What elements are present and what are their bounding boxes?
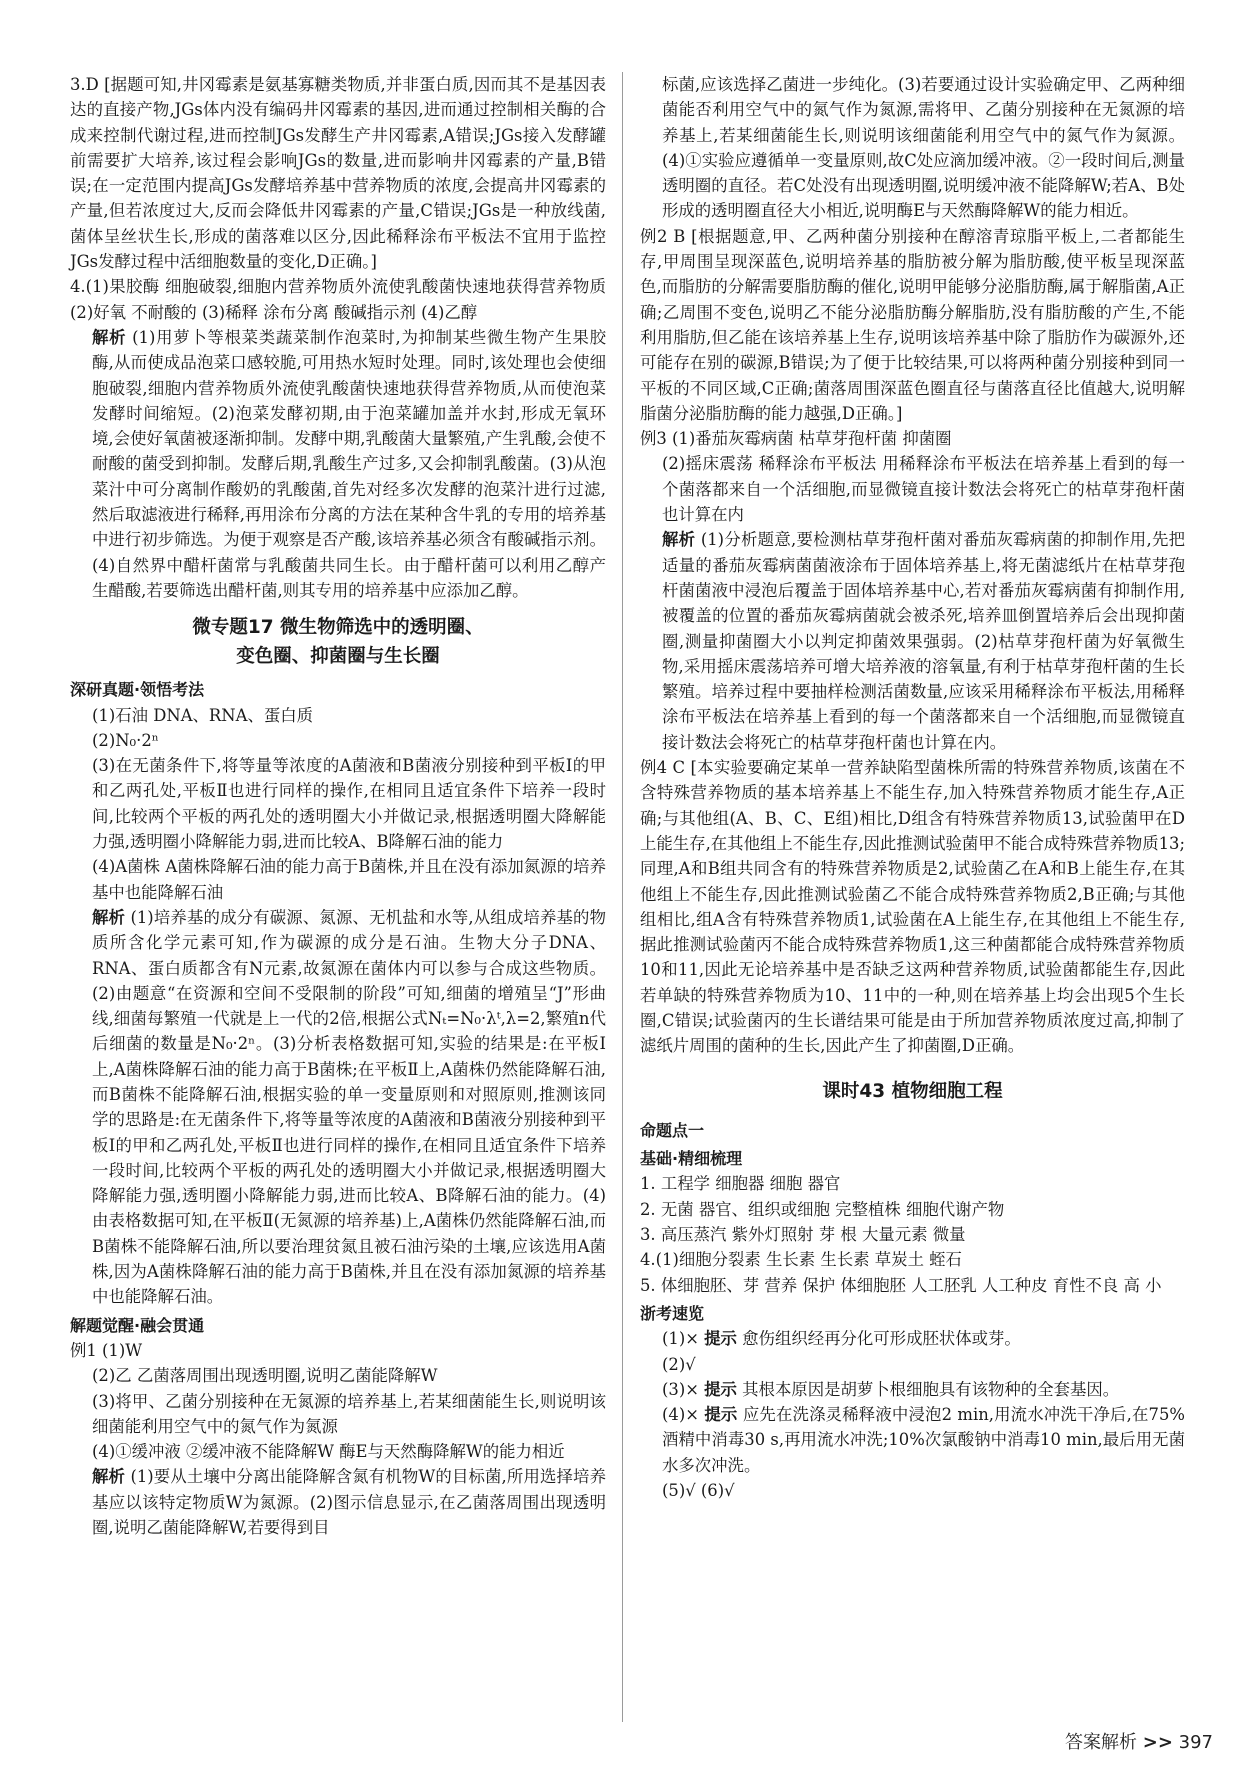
section-heading: 深研真题·领悟考法 — [70, 680, 205, 700]
double-chevron-icon: >> — [1142, 1732, 1173, 1753]
answer-line: (4)①缓冲液 ②缓冲液不能降解W 酶E与天然酶降解W的能力相近 — [92, 1442, 565, 1462]
s1-analysis-text: (1)培养基的成分有碳源、氮源、无机盐和水等,从组成培养基的物质所含化学元素可知,作为碳源的成分是石油。生物大分子DNA、RNA、蛋白质都含有N元素,故氮源在菌体内可以参与合成这些物质。(2)由题意“在资源和空间不受限制的阶段”可知,细菌的增殖呈“J”形曲线,细菌每繁殖一代就是上一代的2倍,根据公式Nₜ=N₀·λᵗ,λ=2,繁殖n代后细菌的数量是N₀·2ⁿ。(3)分析表格数据可知,实验的结果是:在平板Ⅰ上,A菌株降解石油的能力高于B菌株;在平板Ⅱ上,A菌株仍然能降解石油,而B菌株不能降解石油,根据实验的单一变量原则和对照原则,推测该同学的思路是:在无菌条件下,将等量等浓度的A菌液和B菌液分别接种到平板Ⅰ的甲和乙两孔处,平板Ⅱ也进行同样的操作,在相同且适宜条件下培养一段时间,比较两个平板的两孔处的透明圈大小并做记录,根据透明圈大降解能力强,透明圈小降解能力弱,进而比较A、B降解石油的能力。(4)由表格数据可知,在平板Ⅱ(无氮源的培养基)上,A菌株仍然能降解石油,而B菌株不能降解石油,所以要治理贫氮且被石油污染的土壤,应该选用A菌株,因为A菌株降解石油的能力高于B菌株,并且在没有添加氮源的培养基中也能降解石油。 — [92, 907, 606, 1307]
hint-text: 其根本原因是胡萝卜根细胞具有该物种的全套基因。 — [742, 1379, 1120, 1399]
section-heading: 解题觉醒·融会贯通 — [70, 1315, 205, 1335]
hint-label: 提示 — [704, 1405, 738, 1425]
q4-answer: 4.(1)果胶酶 细胞破裂,细胞内营养物质外流使乳酸菌快速地获得营养物质 (2)好氧 不耐酸的 (3)稀释 涂布分离 酸碱指示剂 (4)乙醇 — [70, 277, 606, 322]
answer-line: (2)乙 乙菌落周围出现透明圈,说明乙菌能降解W — [92, 1366, 438, 1386]
ex1-analysis-continued: 标菌,应该选择乙菌进一步纯化。(3)若要通过设计实验确定甲、乙两种细菌能否利用空气中的氮气作为氮源,需将甲、乙菌分别接种在无氮源的培养基上,若某细菌能生长,则说明该细菌能利用空气中的氮气作为氮源。(4)①实验应遵循单一变量原则,故C处应滴加缓冲液。②一段时间后,测量透明圈的直径。若C处没有出现透明圈,说明缓冲液不能降解W;若A、B处形成的透明圈直径大小相近,说明酶E与天然酶降解W的能力相近。 — [662, 75, 1185, 221]
basic-line: 1. 工程学 细胞器 细胞 器官 — [640, 1174, 841, 1194]
left-column — [70, 72, 606, 1540]
column-divider — [622, 72, 623, 1722]
example-4-answer: 例4 C [本实验要确定某单一营养缺陷型菌株所需的特殊营养物质,该菌在不含特殊营养物质的基本培养基上不能生存,加入特殊营养物质才能生存,A正确;与其他组(A、B、C、E组)相比,D组含有特殊营养物质13,试验菌甲在D上能生存,在其他组上不能生存,因此推测试验菌甲不能合成特殊营养物质13;同理,A和B组共同含有的特殊营养物质是2,试验菌乙在A和B上能生存,在其他组上不能生存,因此推测试验菌乙不能合成特殊营养物质2,B正确;与其他组相比,组A含有特殊营养物质1,试验菌在A上能生存,在其他组上不能生存,据此推测试验菌丙不能合成特殊营养物质1,这三种菌都能合成特殊营养物质10和11,因此无论培养基中是否缺乏这两种营养物质,试验菌都能生存,因此若单缺的特殊营养物质为10、11中的一种,则在培养基上均会出现5个生长圈,C错误;试验菌丙的生长谱结果可能是由于所加营养物质浓度过高,抑制了滤纸片周围的菌种的生长,因此产生了抑菌圈,D正确。 — [640, 758, 1185, 1056]
quick-item: (2)√ — [662, 1354, 696, 1374]
quick-mark: (1)× — [662, 1329, 699, 1349]
section-heading: 浙考速览 — [640, 1303, 705, 1323]
section-heading: 基础·精细梳理 — [640, 1149, 743, 1169]
q3-answer: 3.D [据题可知,井冈霉素是氨基寡糖类物质,并非蛋白质,因而其不是基因表达的直接产物,JGs体内没有编码井冈霉素的基因,进而通过控制相关酶的合成来控制代谢过程,进而控制JGs发酵生产井冈霉素,A错误;JGs接入发酵罐前需要扩大培养,该过程会影响JGs的数量,进而影响井冈霉素的产量,B错误;在一定范围内提高JGs发酵培养基中营养物质的浓度,会提高井冈霉素的产量,但若浓度过大,反而会降低井冈霉素的产量,C错误;JGs是一种放线菌,菌体呈丝状生长,形成的菌落难以区分,因此稀释涂布平板法不宜用于监控JGs发酵过程中活细胞数量的变化,D正确。] — [70, 75, 606, 272]
topic-title-line-1: 微专题17 微生物筛选中的透明圈、 — [192, 617, 484, 639]
basic-line: 2. 无菌 器官、组织或细胞 完整植株 细胞代谢产物 — [640, 1199, 1005, 1219]
analysis-label: 解析 — [92, 907, 126, 927]
hint-label: 提示 — [704, 1379, 737, 1399]
hint-text: 应先在洗涤灵稀释液中浸泡2 min,用流水冲洗干净后,在75%酒精中消毒30 s,再用流水冲洗;10%次氯酸钠中消毒10 min,最后用无菌水多次冲洗。 — [662, 1405, 1185, 1475]
basic-line: 4.(1)细胞分裂素 生长素 生长素 草炭土 蛭石 — [640, 1250, 962, 1270]
lesson-title: 课时43 植物细胞工程 — [822, 1080, 1003, 1102]
analysis-label: 解析 — [92, 327, 127, 347]
quick-item: (5)√ (6)√ — [662, 1481, 735, 1501]
footer-label: 答案解析 — [1065, 1732, 1137, 1753]
quick-item — [640, 1402, 1185, 1478]
ex3-analysis — [640, 527, 1185, 755]
answer-line: (4)A菌株 A菌株降解石油的能力高于B菌株,并且在没有添加氮源的培养基中也能降解石油 — [92, 857, 606, 902]
answer-line: (2)摇床震荡 稀释涂布平板法 用稀释涂布平板法在培养基上看到的每一个菌落都来自一个活细胞,而显微镜直接计数法会将死亡的枯草芽孢杆菌也计算在内 — [662, 454, 1185, 525]
answer-line: (3)将甲、乙菌分别接种在无氮源的培养基上,若某细菌能生长,则说明该细菌能利用空气中的氮气作为氮源 — [92, 1391, 606, 1436]
hint-text: 愈伤组织经再分化可形成胚状体或芽。 — [742, 1329, 1021, 1349]
point-heading: 命题点一 — [640, 1120, 705, 1140]
ex3-analysis-text: (1)分析题意,要检测枯草芽孢杆菌对番茄灰霉病菌的抑制作用,先把适量的番茄灰霉病菌菌液涂布于固体培养基上,将无菌滤纸片在枯草芽孢杆菌菌液中浸泡后覆盖于固体培养基中心,若对番茄灰霉病菌有抑制作用,被覆盖的位置的番茄灰霉病菌就会被杀死,培养皿倒置培养后会出现抑菌圈,测量抑菌圈大小以判定抑菌效果强弱。(2)枯草芽孢杆菌为好氧微生物,采用摇床震荡培养可增大培养液的溶氧量,有利于枯草芽孢杆菌的生长繁殖。培养过程中要抽样检测活菌数量,应该采用稀释涂布平板法,用稀释涂布平板法在培养基上看到的每一个菌落都来自一个活细胞,而显微镜直接计数法会将死亡的枯草芽孢杆菌也计算在内。 — [662, 530, 1186, 752]
hint-label: 提示 — [704, 1329, 737, 1349]
example-3-answer: 例3 (1)番茄灰霉病菌 枯草芽孢杆菌 抑菌圈 — [640, 429, 952, 449]
ex1-analysis — [70, 1464, 606, 1540]
answer-line: (3)在无菌条件下,将等量等浓度的A菌液和B菌液分别接种到平板Ⅰ的甲和乙两孔处,平板Ⅱ也进行同样的操作,在相同且适宜条件下培养一段时间,比较两个平板的两孔处的透明圈大小并做记录,根据透明圈大降解能力强,透明圈小降解能力弱,进而比较A、B降解石油的能力 — [92, 756, 606, 852]
basic-line: 5. 体细胞胚、芽 营养 保护 体细胞胚 人工胚乳 人工种皮 育性不良 高 小 — [640, 1275, 1162, 1295]
analysis-label: 解析 — [92, 1467, 126, 1487]
topic-title-line-2: 变色圈、抑菌圈与生长圈 — [236, 646, 440, 668]
quick-mark: (3)× — [662, 1379, 699, 1399]
page-number: 397 — [1178, 1732, 1213, 1753]
answer-line: (1)石油 DNA、RNA、蛋白质 — [92, 705, 314, 725]
quick-item — [640, 1326, 1185, 1351]
q4-analysis-text: (1)用萝卜等根菜类蔬菜制作泡菜时,为抑制某些微生物产生果胶酶,从而使成品泡菜口感较脆,可用热水短时处理。同时,该处理也会使细胞破裂,细胞内营养物质外流使乳酸菌快速地获得营养物质,从而使泡菜发酵时间缩短。(2)泡菜发酵初期,由于泡菜罐加盖并水封,形成无氧环境,会使好氧菌被逐渐抑制。发酵中期,乳酸菌大量繁殖,产生乳酸,会使不耐酸的菌受到抑制。发酵后期,乳酸生产过多,又会抑制乳酸菌。(3)从泡菜汁中可分离制作酸奶的乳酸菌,首先对经多次发酵的泡菜汁进行过滤,然后取滤液进行稀释,再用涂布分离的方法在某种含牛乳的专用的培养基中进行初步筛选。为便于观察是否产酸,该培养基必须含有酸碱指示剂。(4)自然界中醋杆菌常与乳酸菌共同生长。由于醋杆菌可以利用乙醇产生醋酸,若要筛选出醋杆菌,则其专用的培养基中应添加乙醇。 — [92, 327, 607, 600]
answer-line: (2)N₀·2ⁿ — [92, 730, 159, 750]
page-footer — [1065, 1728, 1213, 1754]
ex1-analysis-text: (1)要从土壤中分离出能降解含氮有机物W的目标菌,所用选择培养基应以该特定物质W为氮源。(2)图示信息显示,在乙菌落周围出现透明圈,说明乙菌能降解W,若要得到目 — [92, 1467, 606, 1538]
example-1-answer: 例1 (1)W — [70, 1340, 143, 1360]
example-2-answer: 例2 B [根据题意,甲、乙两种菌分别接种在醇溶青琼脂平板上,二者都能生存,甲周围呈现深蓝色,说明培养基的脂肪被分解为脂肪酸,使平板呈现深蓝色,而脂肪的分解需要脂肪酶的催化,说明甲能够分泌脂肪酶,属于解脂菌,A正确;乙周围不变色,说明乙不能分泌脂肪酶分解脂肪,没有脂肪酸的产生,不能利用脂肪,但乙能在该培养基上生存,说明该培养基中除了脂肪作为碳源外,还可能存在别的碳源,B错误;为了便于比较结果,可以将两种菌分别接种到同一平板的不同区域,C正确;菌落周围深蓝色圈直径与菌落直径比值越大,说明解脂菌分泌脂肪酶的能力越强,D正确。] — [640, 226, 1185, 423]
s1-analysis — [70, 905, 606, 1310]
q4-analysis — [70, 325, 606, 603]
analysis-label: 解析 — [662, 530, 696, 550]
quick-mark: (4)× — [662, 1405, 699, 1425]
topic-title — [70, 613, 606, 671]
right-column — [640, 72, 1185, 1503]
basic-line: 3. 高压蒸汽 紫外灯照射 芽 根 大量元素 微量 — [640, 1225, 966, 1245]
quick-item — [640, 1377, 1185, 1402]
